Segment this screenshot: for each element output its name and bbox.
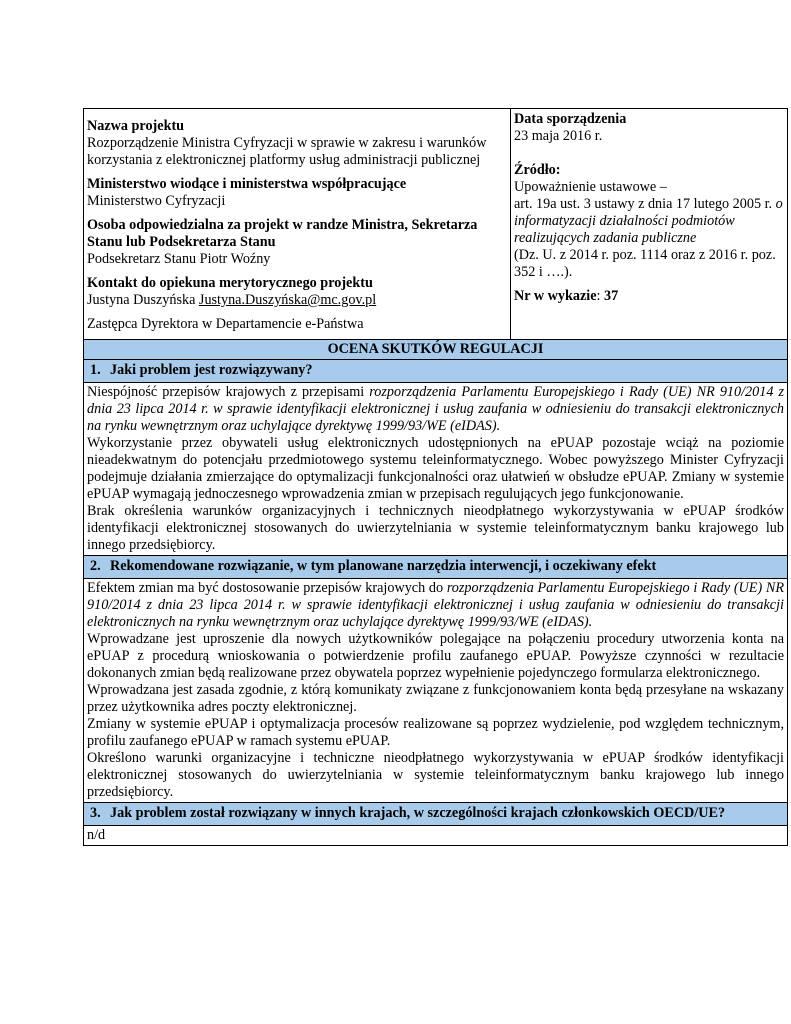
source-line-3: (Dz. U. z 2014 r. poz. 1114 oraz z 2016 r. poz. 352 i ….).: [514, 247, 776, 280]
date-source-cell: [511, 109, 788, 340]
list-label: Nr w wykazie: [514, 288, 597, 304]
section-3-title: Jak problem został rozwiązany w innych krajach, w szczególności krajach członkowskich OECD/UE?: [110, 805, 726, 821]
source-line-2: art. 19a ust. 3 ustawy z dnia 17 lutego 2005 r.: [514, 196, 773, 212]
section-3-body: [84, 826, 788, 846]
section-1-paragraph-1: [87, 384, 784, 435]
section-1-body: [84, 383, 788, 556]
list-number: 37: [604, 288, 619, 304]
osr-table: [83, 108, 788, 846]
section-1-paragraph-2: Wykorzystanie przez obywateli usług elektronicznych udostępnionych na ePUAP pozostaje wciąż na poziomie nieadekwatnym do potencjału przedmiotowego systemu teleinformatycznego. Wobec powyższego Minister Cyfryzacji podejmuje działania zmierzające do optymalizacji funkcjonalności oraz ułatwień w obsłudze ePUAP. Zmiany w systemie ePUAP wymagają jednoczesnego wprowadzenia zmian w przepisach regulujących jego funkcjonowanie.: [87, 435, 784, 502]
source-act-title: o informatyzacji działalności podmiotów realizujących zadania publiczne: [514, 196, 783, 246]
ministry-block: [87, 176, 507, 210]
section-2-paragraph-4: Zmiany w systemie ePUAP i optymalizacja procesów realizowane są poprzez wydzielenie, pod względem technicznym, profilu zaufanego ePUAP w ramach systemu ePUAP.: [87, 716, 784, 749]
spacer: [514, 145, 784, 162]
contact-role: Zastępca Dyrektora w Departamencie e-Państwa: [87, 316, 364, 332]
section-1-number: 1.: [90, 362, 101, 378]
responsible-block: [87, 217, 507, 268]
section-3-number: 3.: [90, 805, 101, 821]
section-2-number: 2.: [90, 558, 101, 574]
section-1-title-cell: [84, 360, 788, 383]
source-text: [514, 196, 784, 247]
responsible-label: Osoba odpowiedzialna za projekt w randze Ministra, Sekretarza Stanu lub Podsekretarza Stanu: [87, 217, 478, 250]
project-name-block: [87, 118, 507, 169]
section-1-p1-text: Niespójność przepisów krajowych z przepisami: [87, 384, 365, 400]
section-2-paragraph-1: [87, 580, 784, 631]
section-2-paragraph-3: Wprowadzana jest zasada zgodnie, z którą komunikaty związane z funkcjonowaniem konta będą przesyłane na wskazany przez użytkownika adres poczty elektronicznej.: [87, 682, 784, 715]
project-name-label: Nazwa projektu: [87, 118, 185, 134]
section-1-title: Jaki problem jest rozwiązywany?: [110, 362, 313, 378]
section-3-title-cell: [84, 803, 788, 826]
list-colon: :: [596, 288, 601, 304]
contact-block: [87, 275, 507, 309]
osr-title: OCENA SKUTKÓW REGULACJI: [84, 340, 788, 360]
section-2-body: [84, 579, 788, 803]
section-2-title: Rekomendowane rozwiązanie, w tym planowane narzędzia interwencji, i oczekiwany efekt: [110, 558, 657, 574]
section-2-paragraph-5: Określono warunki organizacyjne i techniczne nieodpłatnego wykorzystywania w ePUAP środków identyfikacji elektronicznej stosowanych do uwierzytelniania w systemie teleinformatycznym banku krajowego lub innego przedsiębiorcy.: [87, 750, 784, 800]
contact-label: Kontakt do opiekuna merytorycznego projektu: [87, 275, 373, 291]
section-3-content: n/d: [84, 826, 788, 846]
section-1-paragraph-3: Brak określenia warunków organizacyjnych i technicznych nieodpłatnego wykorzystywania w ePUAP środków identyfikacji elektronicznej stosowanych do uwierzytelniania w systemie teleinformatycznym banku krajowego lub innego przedsiębiorcy.: [87, 503, 784, 553]
section-2-content: [84, 579, 788, 803]
contact-line: [87, 292, 507, 309]
ministry-label: Ministerstwo wiodące i ministerstwa współpracujące: [87, 176, 407, 192]
project-info-cell: [84, 109, 511, 340]
source-line-1: Upoważnienie ustawowe –: [514, 179, 667, 195]
section-1-header: [84, 360, 788, 383]
section-2-header: [84, 556, 788, 579]
date-label: Data sporządzenia: [514, 111, 627, 127]
section-2-title-cell: [84, 556, 788, 579]
section-1-content: [84, 383, 788, 556]
contact-email-link[interactable]: Justyna.Duszyńska@mc.gov.pl: [198, 292, 377, 308]
project-name: Rozporządzenie Ministra Cyfryzacji w sprawie w zakresu i warunków korzystania z elektronicznej platformy usług administracji publicznej: [87, 135, 487, 168]
section-2-p1-regulation: rozporządzenia Parlamentu Europejskiego i Rady (UE) NR 910/2014 z dnia 23 lipca 2014 r. w sprawie identyfikacji elektronicznej i usług zaufania w odniesieniu do transakcji elektronicznych na rynku wewnętrznym oraz uchylające dyrektywę 1999/93/WE (eIDAS).: [87, 580, 785, 630]
header-row: [84, 109, 788, 340]
date-value: 23 maja 2016 r.: [514, 128, 603, 144]
ministry-name: Ministerstwo Cyfryzacji: [87, 193, 226, 209]
contact-name: Justyna Duszyńska: [87, 292, 196, 308]
section-3-header: [84, 803, 788, 826]
osr-document: [83, 108, 788, 846]
section-2-paragraph-2: Wprowadzane jest uproszenie dla nowych użytkowników polegające na połączeniu procedury utworzenia konta na ePUAP z procedurą wnioskowania o potwierdzenie profilu zaufanego ePUAP. Powyższe czynności w rezultacie dokonanych zmian będą realizowane przez obywatela poprzez wypełnienie pojedynczego formularza elektronicznego.: [87, 631, 784, 681]
section-1-p1-regulation: rozporządzenia Parlamentu Europejskiego i Rady (UE) NR 910/2014 z dnia 23 lipca 2014 r. w sprawie identyfikacji elektronicznej i usług zaufania w odniesieniu do transakcji elektronicznych na rynku wewnętrznym oraz uchylające dyrektywę 1999/93/WE (eIDAS).: [87, 384, 785, 434]
section-2-p1-text: Efektem zmian ma być dostosowanie przepisów krajowych do: [87, 580, 444, 596]
source-label: Źródło:: [514, 162, 561, 178]
osr-title-row: [84, 340, 788, 360]
responsible-person: Podsekretarz Stanu Piotr Woźny: [87, 251, 271, 267]
list-entry: [514, 288, 784, 305]
